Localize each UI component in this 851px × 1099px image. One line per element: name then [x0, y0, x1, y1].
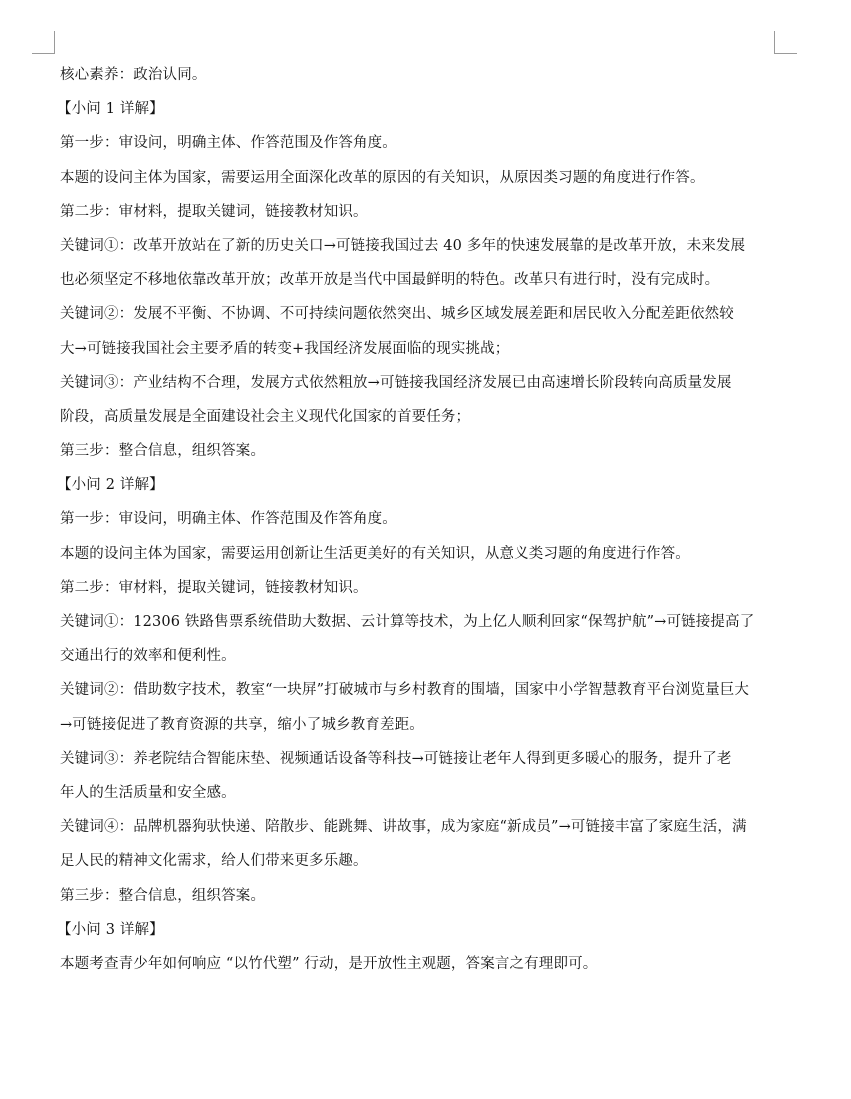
q2-step-1: 第一步：审设问，明确主体、作答范围及作答角度。	[60, 511, 397, 528]
q2-keyword-2-line-2: →可链接促进了教育资源的共享，缩小了城乡教育差距。	[60, 716, 424, 733]
q3-note: 本题考查青少年如何响应 “以竹代塑” 行动，是开放性主观题，答案言之有理即可。	[60, 955, 598, 972]
page-corner-mark-top-left	[32, 31, 55, 54]
q1-keyword-1-line-1: 关键词①：改革开放站在了新的历史关口→可链接我国过去 40 多年的快速发展靠的是改革开放，未来发展	[60, 237, 746, 254]
q1-keyword-2-line-1: 关键词②：发展不平衡、不协调、不可持续问题依然突出、城乡区域发展差距和居民收入分配差距依然较	[60, 306, 734, 323]
q2-keyword-1-line-1: 关键词①：12306 铁路售票系统借助大数据、云计算等技术，为上亿人顺利回家“保驾护航”→可链接提高了	[60, 614, 755, 630]
q1-step-3: 第三步：整合信息，组织答案。	[60, 443, 266, 460]
q1-subject-note: 本题的设问主体为国家，需要运用全面深化改革的原因的有关知识，从原因类习题的角度进行作答。	[60, 169, 705, 186]
q1-keyword-1-line-2: 也必须坚定不移地依靠改革开放；改革开放是当代中国最鲜明的特色。改革只有进行时，没有完成时。	[60, 272, 720, 289]
q1-step-1: 第一步：审设问，明确主体、作答范围及作答角度。	[60, 135, 397, 152]
q1-keyword-3-line-2: 阶段，高质量发展是全面建设社会主义现代化国家的首要任务；	[60, 408, 471, 425]
document-body	[57, 58, 790, 981]
section-heading-q1: 【小问 1 详解】	[57, 101, 164, 118]
q1-keyword-2-line-2: 大→可链接我国社会主要矛盾的转变+我国经济发展面临的现实挑战；	[60, 340, 510, 357]
q2-keyword-3-line-2: 年人的生活质量和安全感。	[60, 784, 236, 801]
q2-keyword-3-line-1: 关键词③：养老院结合智能床垫、视频通话设备等科技→可链接让老年人得到更多暖心的服务，提升了老	[60, 750, 732, 767]
q2-step-2: 第二步：审材料，提取关键词，链接教材知识。	[60, 579, 368, 596]
section-heading-q3: 【小问 3 详解】	[57, 921, 164, 938]
q2-keyword-4-line-1: 关键词④：品牌机器狗驮快递、陪散步、能跳舞、讲故事，成为家庭“新成员”→可链接丰富了家庭生活，满	[60, 819, 747, 836]
q2-keyword-1-line-2: 交通出行的效率和便利性。	[60, 648, 236, 665]
q2-step-3: 第三步：整合信息，组织答案。	[60, 887, 266, 904]
section-heading-q2: 【小问 2 详解】	[57, 477, 164, 494]
q2-subject-note: 本题的设问主体为国家，需要运用创新让生活更美好的有关知识，从意义类习题的角度进行作答。	[60, 545, 690, 562]
page-corner-mark-top-right	[774, 31, 797, 54]
q1-keyword-3-line-1: 关键词③：产业结构不合理，发展方式依然粗放→可链接我国经济发展已由高速增长阶段转向高质量发展	[60, 374, 732, 391]
q1-step-2: 第二步：审材料，提取关键词，链接教材知识。	[60, 203, 368, 220]
q2-keyword-2-line-1: 关键词②：借助数字技术，教室“一块屏”打破城市与乡村教育的围墙，国家中小学智慧教育平台浏览量巨大	[60, 682, 750, 699]
core-literacy-line: 核心素养：政治认同。	[60, 67, 207, 83]
q2-keyword-4-line-2: 足人民的精神文化需求，给人们带来更多乐趣。	[60, 853, 368, 870]
